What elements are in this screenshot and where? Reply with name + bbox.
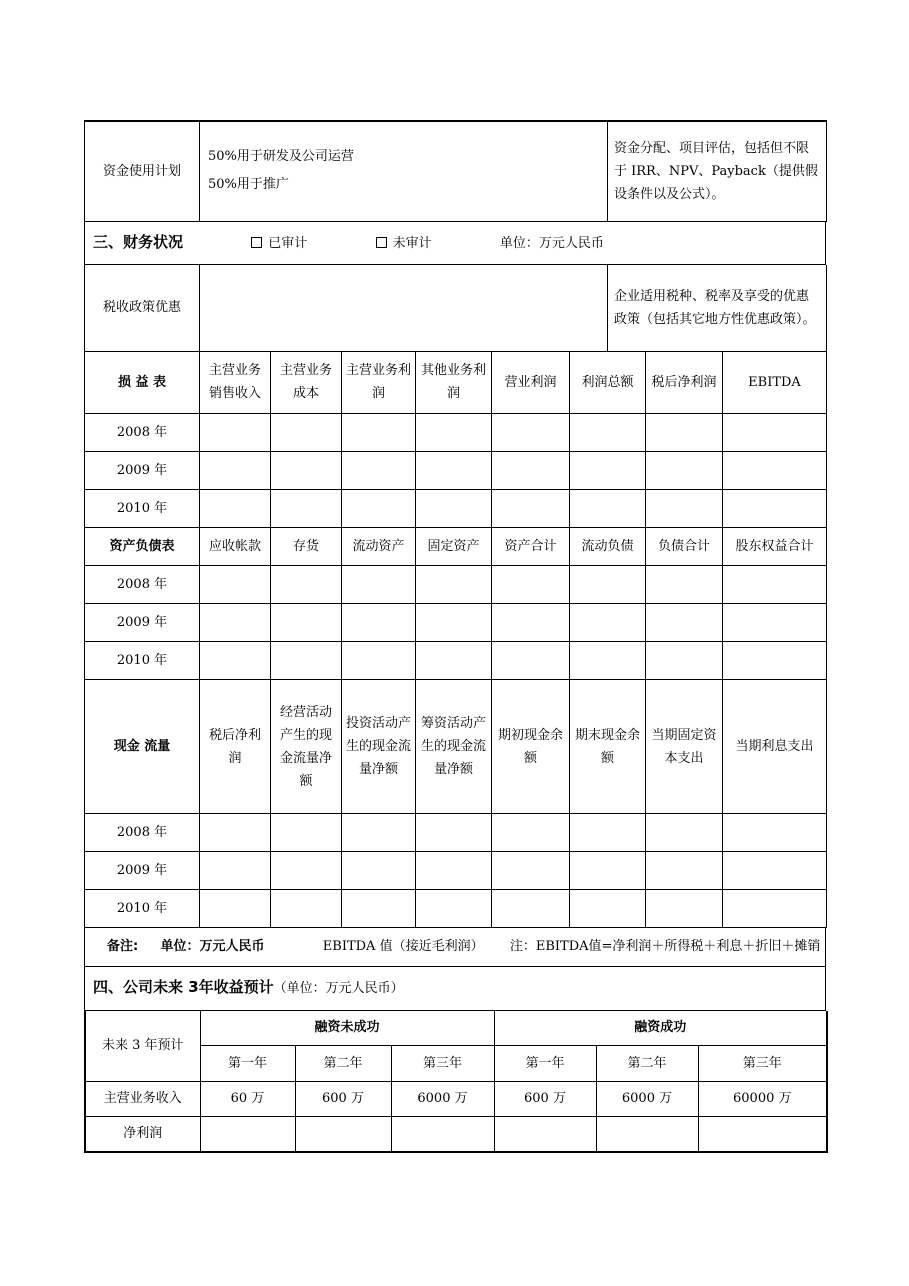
balance-header-row xyxy=(85,528,827,566)
forecast-profit-row xyxy=(85,1116,827,1152)
cell[interactable] xyxy=(200,814,271,852)
tax-input[interactable] xyxy=(200,265,608,351)
cell[interactable] xyxy=(200,604,271,642)
remark-unit: 单位：万元人民币 xyxy=(160,939,265,955)
cell[interactable] xyxy=(723,604,827,642)
revenue-value[interactable]: 60000 万 xyxy=(698,1081,827,1116)
cell[interactable] xyxy=(271,566,342,604)
balance-row xyxy=(85,604,827,642)
income-row xyxy=(85,414,827,452)
cashflow-header: 税后净利润 xyxy=(200,680,271,814)
balance-row xyxy=(85,566,827,604)
audited-label: 已审计 xyxy=(268,235,308,251)
year-label: 2010 年 xyxy=(85,490,200,528)
income-header: 利润总额 xyxy=(570,352,646,414)
cell[interactable] xyxy=(200,642,271,680)
income-header: 营业利润 xyxy=(492,352,570,414)
cashflow-header: 投资活动产生的现金流量净额 xyxy=(342,680,416,814)
forecast-year: 第三年 xyxy=(698,1045,827,1081)
balance-header: 应收帐款 xyxy=(200,528,271,566)
cell[interactable] xyxy=(646,642,723,680)
cashflow-row xyxy=(85,814,827,852)
section3-header-table xyxy=(84,222,826,266)
income-header: 税后净利润 xyxy=(646,352,723,414)
group-success: 融资成功 xyxy=(494,1011,827,1045)
cell[interactable] xyxy=(723,566,827,604)
remark-row xyxy=(85,928,826,966)
year-label: 2009 年 xyxy=(85,452,200,490)
income-row xyxy=(85,490,827,528)
cell[interactable] xyxy=(342,890,416,928)
section3-title: 三、财务状况 xyxy=(93,232,184,251)
cashflow-title: 现金 流量 xyxy=(85,680,200,814)
cell[interactable] xyxy=(646,890,723,928)
cell[interactable] xyxy=(570,604,646,642)
cell[interactable] xyxy=(570,814,646,852)
cell[interactable] xyxy=(646,566,723,604)
cell[interactable] xyxy=(200,852,271,890)
cell[interactable] xyxy=(271,490,342,528)
cell[interactable] xyxy=(416,604,492,642)
fund-plan-label: 资金使用计划 xyxy=(85,121,200,221)
section3-unit: 单位：万元人民币 xyxy=(499,235,604,251)
cell[interactable] xyxy=(723,852,827,890)
cell[interactable] xyxy=(271,814,342,852)
financial-form xyxy=(84,120,826,1153)
cell[interactable] xyxy=(416,890,492,928)
cell[interactable] xyxy=(271,890,342,928)
revenue-label: 主营业务收入 xyxy=(85,1081,200,1116)
year-label: 2010 年 xyxy=(85,890,200,928)
forecast-table xyxy=(84,1011,828,1153)
remark-ebitda: EBITDA 值（接近毛利润） xyxy=(322,939,484,955)
cell[interactable] xyxy=(723,490,827,528)
cashflow-header: 期末现金余额 xyxy=(570,680,646,814)
year-label: 2008 年 xyxy=(85,814,200,852)
cashflow-header-row xyxy=(85,680,827,814)
revenue-value[interactable]: 6000 万 xyxy=(391,1081,494,1116)
cell[interactable] xyxy=(646,452,723,490)
cashflow-header: 筹资活动产生的现金流量净额 xyxy=(416,680,492,814)
remark-formula: 注：EBITDA值=净利润＋所得税＋利息＋折旧＋摊销 xyxy=(509,939,821,955)
cell[interactable] xyxy=(342,452,416,490)
forecast-year: 第三年 xyxy=(391,1045,494,1081)
cell[interactable] xyxy=(596,1116,698,1152)
revenue-value[interactable]: 600 万 xyxy=(494,1081,596,1116)
income-header: 其他业务利润 xyxy=(416,352,492,414)
cell[interactable] xyxy=(271,642,342,680)
balance-header: 负债合计 xyxy=(646,528,723,566)
forecast-year: 第一年 xyxy=(200,1045,295,1081)
cell[interactable] xyxy=(492,604,570,642)
cell[interactable] xyxy=(723,890,827,928)
group-fail: 融资未成功 xyxy=(200,1011,494,1045)
cell[interactable] xyxy=(271,414,342,452)
fund-plan-line-1: 50%用于研发及公司运营 xyxy=(208,149,354,165)
cell[interactable] xyxy=(200,566,271,604)
cell[interactable] xyxy=(570,452,646,490)
cell[interactable] xyxy=(416,414,492,452)
remark-label: 备注: xyxy=(107,939,139,955)
section4-header-table xyxy=(84,967,826,1012)
year-label: 2008 年 xyxy=(85,566,200,604)
cashflow-header: 当期固定资本支出 xyxy=(646,680,723,814)
cell[interactable] xyxy=(492,642,570,680)
audited-checkbox[interactable] xyxy=(251,237,262,248)
cashflow-header: 经营活动产生的现金流量净额 xyxy=(271,680,342,814)
revenue-value[interactable]: 600 万 xyxy=(295,1081,391,1116)
year-label: 2009 年 xyxy=(85,604,200,642)
cashflow-row xyxy=(85,890,827,928)
income-header: EBITDA xyxy=(723,352,827,414)
cell[interactable] xyxy=(570,890,646,928)
cell[interactable] xyxy=(416,452,492,490)
cell[interactable] xyxy=(200,414,271,452)
section3-header xyxy=(85,222,826,265)
cell[interactable] xyxy=(494,1116,596,1152)
fund-plan-note: 资金分配、项目评估，包括但不限于 IRR、NPV、Payback（提供假设条件以及公式）。 xyxy=(608,121,827,221)
cell[interactable] xyxy=(342,814,416,852)
forecast-corner: 未来 3 年预计 xyxy=(85,1011,200,1081)
revenue-value[interactable]: 60 万 xyxy=(200,1081,295,1116)
revenue-value[interactable]: 6000 万 xyxy=(596,1081,698,1116)
cell[interactable] xyxy=(492,414,570,452)
cell[interactable] xyxy=(200,490,271,528)
fund-plan-table xyxy=(84,120,827,222)
cell[interactable] xyxy=(723,414,827,452)
forecast-year: 第一年 xyxy=(494,1045,596,1081)
cell[interactable] xyxy=(342,642,416,680)
cell[interactable] xyxy=(570,566,646,604)
cell[interactable] xyxy=(646,490,723,528)
balance-header: 资产合计 xyxy=(492,528,570,566)
cell[interactable] xyxy=(271,604,342,642)
cell[interactable] xyxy=(723,814,827,852)
cell[interactable] xyxy=(570,490,646,528)
balance-header: 固定资产 xyxy=(416,528,492,566)
cell[interactable] xyxy=(492,490,570,528)
balance-header: 股东权益合计 xyxy=(723,528,827,566)
unaudited-checkbox[interactable] xyxy=(376,237,387,248)
cell[interactable] xyxy=(342,604,416,642)
cell[interactable] xyxy=(416,814,492,852)
cell[interactable] xyxy=(492,814,570,852)
forecast-year: 第二年 xyxy=(295,1045,391,1081)
forecast-revenue-row xyxy=(85,1081,827,1116)
tax-table xyxy=(84,265,827,352)
section4-title: 四、公司未来 3年收益预计 xyxy=(93,978,274,997)
cell[interactable] xyxy=(416,642,492,680)
cell[interactable] xyxy=(342,566,416,604)
forecast-year: 第二年 xyxy=(596,1045,698,1081)
cell[interactable] xyxy=(570,414,646,452)
income-title: 损 益 表 xyxy=(85,352,200,414)
balance-header: 存货 xyxy=(271,528,342,566)
cell[interactable] xyxy=(342,414,416,452)
remark-table xyxy=(84,928,826,967)
cell[interactable] xyxy=(342,490,416,528)
cell[interactable] xyxy=(646,604,723,642)
profit-label: 净利润 xyxy=(85,1116,200,1152)
income-header: 主营业务销售收入 xyxy=(200,352,271,414)
cashflow-row xyxy=(85,852,827,890)
cell[interactable] xyxy=(200,890,271,928)
income-header: 主营业务利润 xyxy=(342,352,416,414)
cell[interactable] xyxy=(342,852,416,890)
balance-row xyxy=(85,642,827,680)
balance-header: 流动负债 xyxy=(570,528,646,566)
cell[interactable] xyxy=(646,414,723,452)
cell[interactable] xyxy=(723,452,827,490)
cell[interactable] xyxy=(492,852,570,890)
forecast-group-row xyxy=(85,1011,827,1045)
cell[interactable] xyxy=(646,852,723,890)
financial-statements-table xyxy=(84,352,827,929)
cell[interactable] xyxy=(271,452,342,490)
section4-header xyxy=(85,967,826,1011)
cell[interactable] xyxy=(295,1116,391,1152)
cell[interactable] xyxy=(698,1116,827,1152)
cashflow-header: 当期利息支出 xyxy=(723,680,827,814)
cell[interactable] xyxy=(416,566,492,604)
income-header: 主营业务成本 xyxy=(271,352,342,414)
cell[interactable] xyxy=(391,1116,494,1152)
balance-title: 资产负债表 xyxy=(85,528,200,566)
cell[interactable] xyxy=(271,852,342,890)
section4-unit: （单位：万元人民币） xyxy=(273,981,404,997)
tax-label: 税收政策优惠 xyxy=(85,265,200,351)
cell[interactable] xyxy=(200,452,271,490)
income-row xyxy=(85,452,827,490)
year-label: 2009 年 xyxy=(85,852,200,890)
cell[interactable] xyxy=(200,1116,295,1152)
fund-plan-content[interactable] xyxy=(200,121,608,221)
cell[interactable] xyxy=(492,566,570,604)
year-label: 2008 年 xyxy=(85,414,200,452)
cell[interactable] xyxy=(416,852,492,890)
year-label: 2010 年 xyxy=(85,642,200,680)
cell[interactable] xyxy=(570,852,646,890)
cell[interactable] xyxy=(492,452,570,490)
balance-header: 流动资产 xyxy=(342,528,416,566)
fund-plan-line-2: 50%用于推广 xyxy=(208,177,289,193)
cell[interactable] xyxy=(492,890,570,928)
cell[interactable] xyxy=(723,642,827,680)
tax-note: 企业适用税种、税率及享受的优惠政策（包括其它地方性优惠政策）。 xyxy=(608,265,827,351)
unaudited-label: 未审计 xyxy=(392,235,432,251)
cashflow-header: 期初现金余额 xyxy=(492,680,570,814)
cell[interactable] xyxy=(416,490,492,528)
income-header-row xyxy=(85,352,827,414)
cell[interactable] xyxy=(646,814,723,852)
cell[interactable] xyxy=(570,642,646,680)
